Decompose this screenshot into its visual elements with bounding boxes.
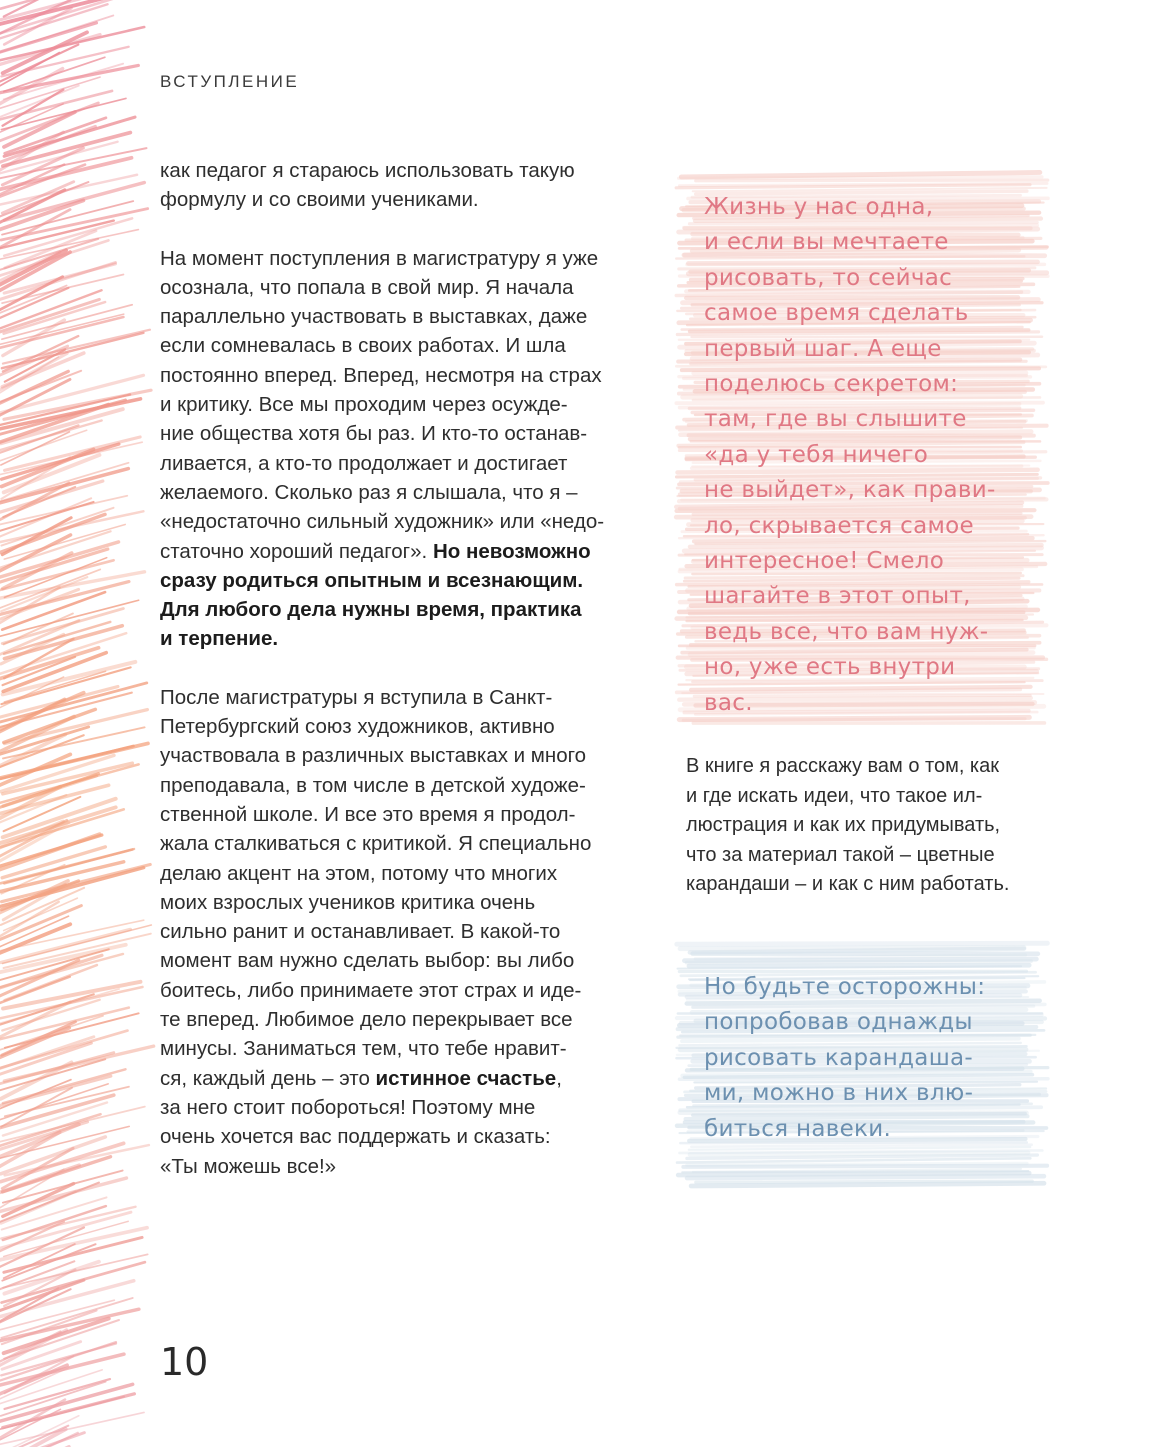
paragraph-3-text: После магистратуры я вступила в Санкт- Петербургский союз художников, активно участвовала в различных выставках и много преподавала, в том числе в детской художе- ственной школе. И все это время я продол- жала сталкиваться с критикой. Я специально делаю акцент на этом, потому что многих моих взрослых учеников критика очень сильно ранит и останавливает. В какой-то момент вам нужно сделать выбор: вы либо боитесь, либо принимаете этот страх и иде- те вперед. Любимое дело перекрывает все минусы. Заниматься тем, что тебе нравит- ся, каждый день – это xyxy=(160,685,592,1090)
paragraph-3-emphasis: истинное счастье xyxy=(375,1066,557,1090)
blue-pullquote xyxy=(672,940,1052,1190)
wash-stroke xyxy=(677,943,1048,944)
scribble-stroke xyxy=(4,849,134,884)
scribble-stroke xyxy=(0,1228,84,1268)
scribble-stroke xyxy=(0,699,65,734)
paragraph-2-text: На момент поступления в магистратуру я уже осознала, что попала в свой мир. Я начала параллельно участвовать в выставках, даже если сомневалась в своих работах. И шла постоянно вперед. Вперед, несмотря на страх и критику. Все мы проходим через осужде- ние общества хотя бы раз. И кто-то останав- ливается, а кто-то продолжает и достигает желаемого. Сколько раз я слышала, что я – «недостаточно сильный художник» или «недо- статочно хороший педагог». xyxy=(160,246,605,563)
scribble-stroke xyxy=(4,1221,128,1256)
paragraph-2 xyxy=(160,244,660,654)
page-number: 10 xyxy=(160,1340,209,1384)
paragraph-3 xyxy=(160,683,660,1181)
scribble-stroke xyxy=(4,218,132,255)
wash-stroke xyxy=(683,1166,1047,1167)
blue-pullquote-text: Но будьте осторожны: попробовав однажды рисовать карандаша- ми, можно в них влю- биться навеки. xyxy=(704,974,986,1142)
scribble-stroke xyxy=(0,1178,126,1212)
wash-stroke xyxy=(687,961,1031,963)
pink-pullquote-text: Жизнь у нас одна, и если вы мечтаете рисовать, то сейчас самое время сделать первый шаг. А еще поделюсь секретом: там, где вы слышите «да у тебя ничего не выйдет», как прави- ло, скрывается самое интересное! Смело шагайте в этот опыт, ведь все, что вам нуж- но, уже есть внутри вас. xyxy=(704,194,996,716)
scribble-stroke xyxy=(3,330,150,364)
book-intro-paragraph: В книге я расскажу вам о том, как и где искать идеи, что такое ил- люстрация и как их придумывать, что за материал такой – цветные карандаши – и как с ним работать. xyxy=(686,755,1010,895)
wash-stroke xyxy=(679,177,1042,178)
section-label: ВСТУПЛЕНИЕ xyxy=(160,72,300,91)
scribble-stroke xyxy=(0,103,98,141)
scribble-stroke xyxy=(0,881,68,913)
paragraph-3-ending: , за него стоит побороться! Поэтому мне очень хочется вас поддержать и сказать: «Ты можешь все!» xyxy=(160,1066,562,1178)
paragraph-2-emphasis: Но невозможно сразу родиться опытным и всезнающим. Для любого дела нужны время, практика и терпение. xyxy=(160,539,591,651)
main-text-column xyxy=(160,156,660,1210)
scribble-stroke xyxy=(3,763,133,794)
paragraph-1: как педагог я стараюсь использовать такую формулу и со своими учениками. xyxy=(160,159,575,212)
wash-stroke xyxy=(696,180,1048,181)
scribble-stroke xyxy=(3,553,72,589)
pink-pullquote xyxy=(672,170,1052,730)
wash-stroke xyxy=(691,1183,1044,1186)
wash-stroke xyxy=(687,1176,1044,1178)
scribble-stroke xyxy=(0,230,138,260)
